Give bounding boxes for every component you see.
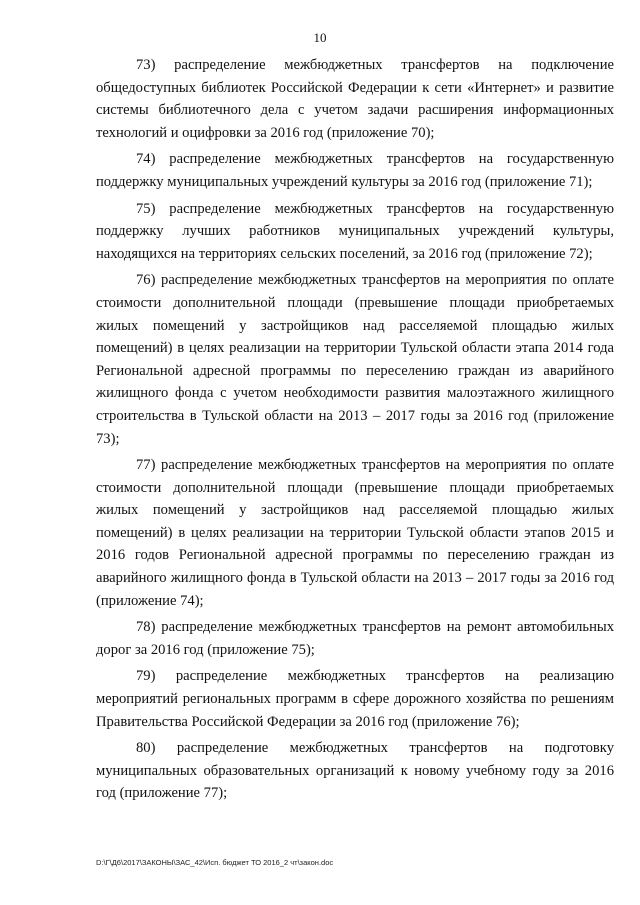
document-body (96, 54, 614, 809)
file-path-footer: D:\Г\Д6\2017\ЗАКОНЫ\ЗАС_42\Исп. бюджет ТО 2016_2 чт\закон.doc (96, 858, 334, 867)
list-item-78: 78) распределение межбюджетных трансфертов на ремонт автомобильных дорог за 2016 год (приложение 75); (96, 619, 614, 658)
list-item-76: 76) распределение межбюджетных трансфертов на мероприятия по оплате стоимости дополнительной площади (превышение площади приобретаемых жилых помещений у застройщиков над расселяемой площадью жилых помещений) в целях реализации на территории Тульской области этапа 2014 года Региональной адресной программы по переселению граждан из аварийного жилищного фонда с учетом необходимости развития малоэтажного жилищного строительства в Тульской области на 2013 – 2017 годы за 2016 год (приложение 73); (96, 272, 614, 447)
list-item-73: 73) распределение межбюджетных трансфертов на подключение общедоступных библиотек Российской Федерации к сети «Интернет» и развитие системы библиотечного дела с учетом задачи расширения информационных технологий и оцифровки за 2016 год (приложение 70); (96, 57, 614, 141)
list-item-77: 77) распределение межбюджетных трансфертов на мероприятия по оплате стоимости дополнительной площади (превышение площади приобретаемых жилых помещений у застройщиков над расселяемой площадью жилых помещений) в целях реализации на территории Тульской области этапов 2015 и 2016 годов Региональной адресной программы по переселению граждан из аварийного жилищного фонда в Тульской области на 2013 – 2017 годы за 2016 год (приложение 74); (96, 457, 614, 609)
list-item-74: 74) распределение межбюджетных трансфертов на государственную поддержку муниципальных учреждений культуры за 2016 год (приложение 71); (96, 151, 614, 190)
list-item-79: 79) распределение межбюджетных трансфертов на реализацию мероприятий региональных программ в сфере дорожного хозяйства по решениям Правительства Российской Федерации за 2016 год (приложение 76); (96, 668, 614, 730)
list-item-80: 80) распределение межбюджетных трансфертов на подготовку муниципальных образовательных организаций к новому учебному году за 2016 год (приложение 77); (96, 740, 614, 802)
page-number: 10 (313, 30, 327, 45)
list-item-75: 75) распределение межбюджетных трансфертов на государственную поддержку лучших работников муниципальных учреждений культуры, находящихся на территориях сельских поселений, за 2016 год (приложение 72); (96, 200, 614, 262)
